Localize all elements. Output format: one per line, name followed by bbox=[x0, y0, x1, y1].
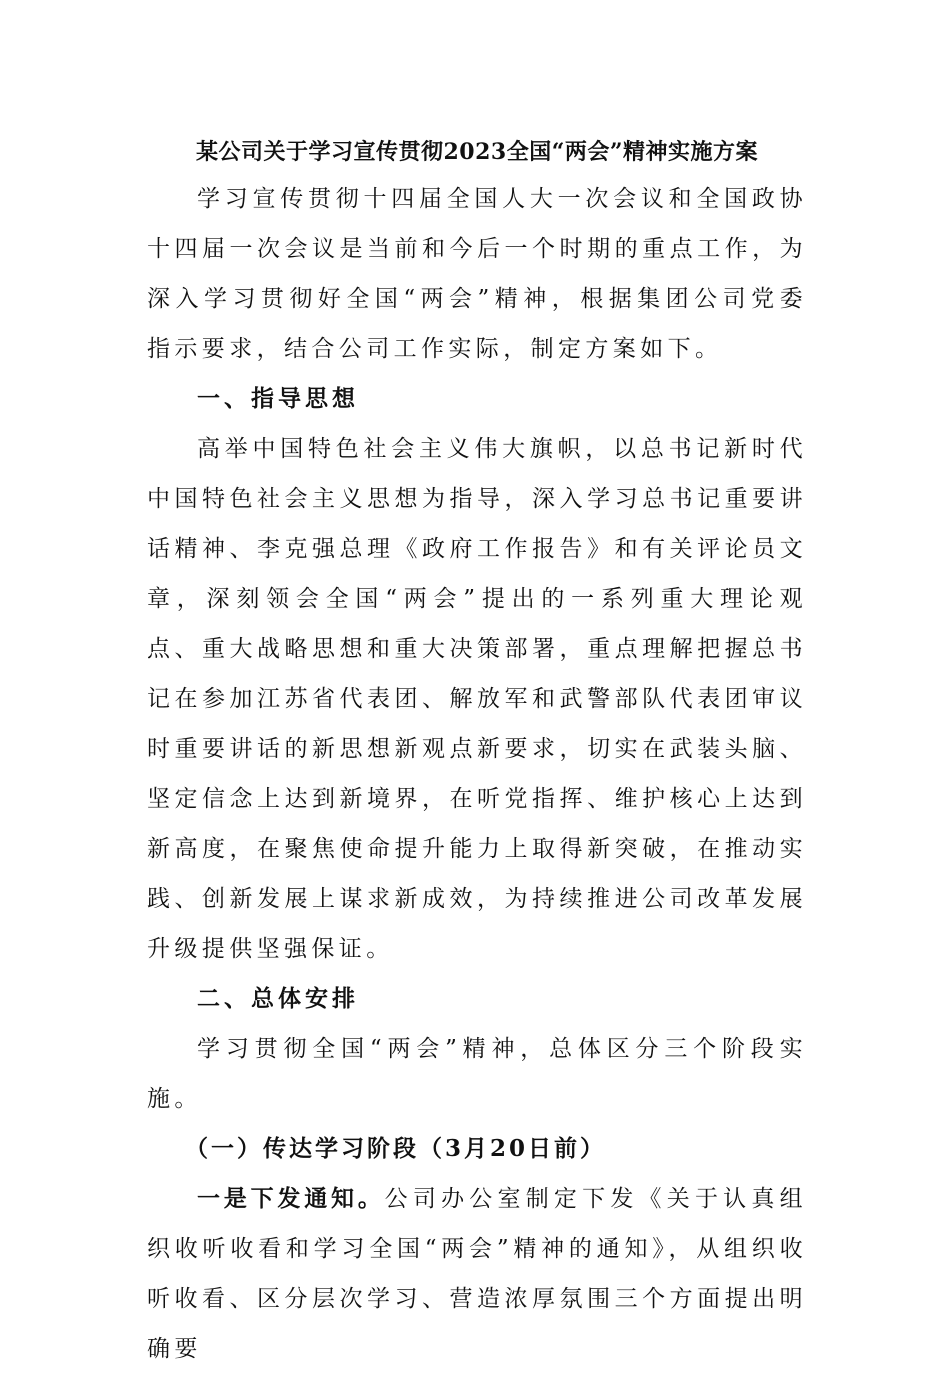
item-lead-label: 一是下发通知。 bbox=[197, 1186, 385, 1212]
document-title: 某公司关于学习宣传贯彻2023全国“两会”精神实施方案 bbox=[195, 139, 759, 165]
overall-arrangement-paragraph: 学习贯彻全国“两会”精神，总体区分三个阶段实施。 bbox=[147, 1036, 807, 1112]
phase-one-heading: （一）传达学习阶段（3月20日前） bbox=[185, 1135, 607, 1162]
document-body bbox=[147, 130, 807, 1374]
section-heading-guiding-ideology: 一、指导思想 bbox=[197, 386, 359, 412]
phase-one-item-paragraph bbox=[147, 1174, 807, 1374]
guiding-ideology-paragraph: 高举中国特色社会主义伟大旗帜，以总书记新时代中国特色社会主义思想为指导，深入学习总书记重要讲话精神、李克强总理《政府工作报告》和有关评论员文章，深刻领会全国“两会”提出的一系列重大理论观点、重大战略思想和重大决策部署，重点理解把握总书记在参加江苏省代表团、解放军和武警部队代表团审议时重要讲话的新思想新观点新要求，切实在武装头脑、坚定信念上达到新境界，在听党指挥、维护核心上达到新高度，在聚焦使命提升能力上取得新突破，在推动实践、创新发展上谋求新成效，为持续推进公司改革发展升级提供坚强保证。 bbox=[147, 436, 807, 962]
intro-paragraph: 学习宣传贯彻十四届全国人大一次会议和全国政协十四届一次会议是当前和今后一个时期的重点工作，为深入学习贯彻好全国“两会”精神，根据集团公司党委指示要求，结合公司工作实际，制定方案如下。 bbox=[147, 186, 807, 362]
section-heading-overall-arrangement: 二、总体安排 bbox=[197, 986, 359, 1012]
item-body-text: 公司办公室制定下发《关于认真组织收听收看和学习全国“两会”精神的通知》，从组织收听收看、区分层次学习、营造浓厚氛围三个方面提出明确要 bbox=[147, 1186, 808, 1362]
